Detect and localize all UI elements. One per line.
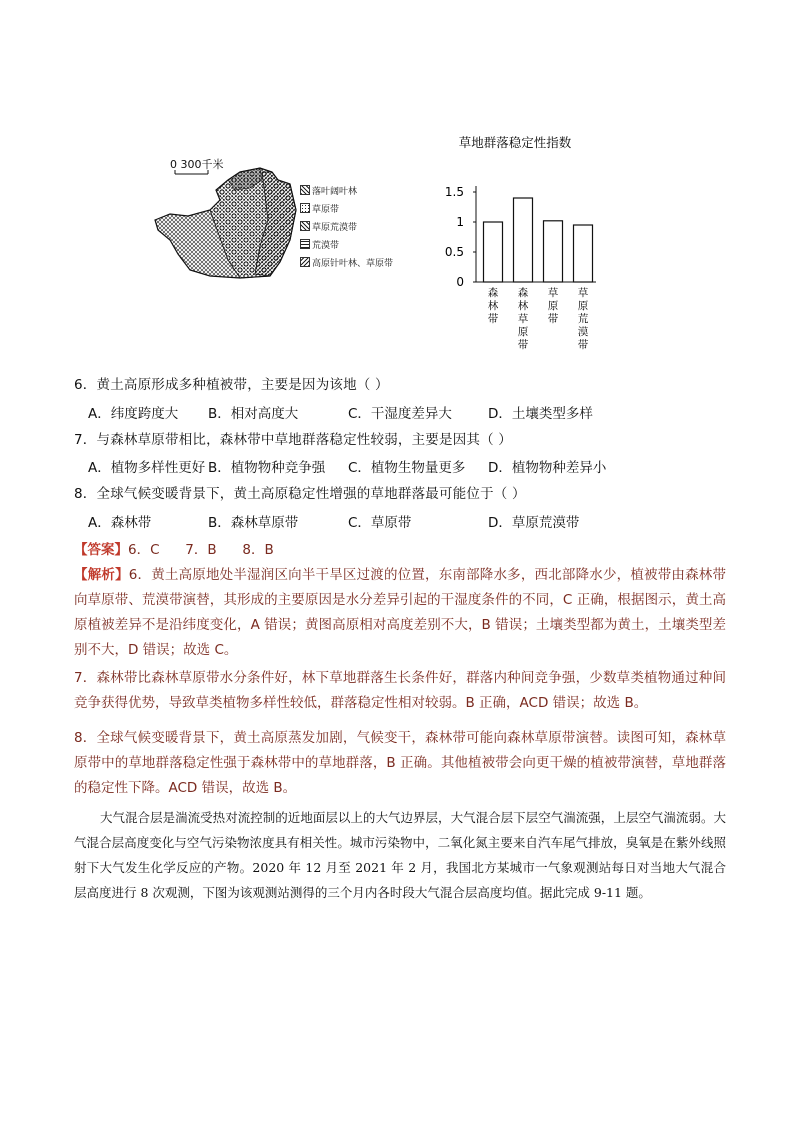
q6-option-d: D．土壤类型多样 xyxy=(488,406,593,422)
analysis-label: 【解析】 xyxy=(74,567,129,583)
bar-0 xyxy=(484,222,503,282)
y-tick-label-2: 1 xyxy=(456,215,464,229)
legend-item-0: 落叶阔叶林 xyxy=(300,184,357,197)
legend-item-3: 荒漠带 xyxy=(300,238,339,251)
answer-label: 【答案】 xyxy=(74,542,128,558)
q8-option-a: A．森林带 xyxy=(88,515,152,531)
x-label-2-char-1: 原 xyxy=(547,300,559,312)
x-label-1-char-4: 带 xyxy=(517,339,529,351)
q6-option-c: C．干湿度差异大 xyxy=(348,406,452,422)
analysis-6: 【解析】6．黄土高原地处半湿润区向半干旱区过渡的位置，东南部降水多，西北部降水少，植被带由森林带向草原带、荒漠带演替，其形成的主要原因是水分差异引起的干湿度条件的不同，C 正确，根据图示，黄土高原植被差异不是沿纬度变化，A 错误；黄图高原相对高度差别不大，B 错误；土壤类型都为黄土，土壤类型差别不大，D 错误；故选 C。 xyxy=(74,567,727,658)
q7-option-b: B．植物物种竞争强 xyxy=(208,460,326,476)
x-label-1-char-0: 森 xyxy=(517,287,529,299)
vegetation-map xyxy=(150,150,420,285)
x-label-3-char-1: 原 xyxy=(577,300,589,312)
stability-bar-chart xyxy=(430,132,600,357)
x-label-3-char-2: 荒 xyxy=(577,313,589,325)
legend-item-1: 草原带 xyxy=(300,202,339,215)
y-tick-label-3: 1.5 xyxy=(444,185,464,199)
analysis-8: 8．全球气候变暖背景下，黄土高原蒸发加剧，气候变干，森林带可能向森林草原带演替。读图可知，森林草原带中的草地群落稳定性强于森林带中的草地群落，B 正确。其他植被带会向更干燥的植被带演替，草地群落的稳定性下降。ACD 错误，故选 B。 xyxy=(74,730,726,796)
bar-1 xyxy=(514,198,533,282)
x-label-2-char-2: 带 xyxy=(547,313,559,325)
q6-option-b: B．相对高度大 xyxy=(208,406,299,422)
q8-option-b: B．森林草原带 xyxy=(208,515,299,531)
q7-option-a: A．植物多样性更好 xyxy=(88,460,206,476)
x-label-3-char-3: 漠 xyxy=(577,326,589,338)
legend-item-4: 高原针叶林、草原带 xyxy=(300,256,393,269)
x-label-0-char-0: 森 xyxy=(487,287,499,299)
question-6-stem: 6．黄土高原形成多种植被带，主要是因为该地（ ） xyxy=(74,377,389,393)
x-label-1-char-3: 原 xyxy=(517,326,529,338)
bar-2 xyxy=(544,221,563,282)
q6-option-a: A．纬度跨度大 xyxy=(88,406,179,422)
question-8-stem: 8．全球气候变暖背景下，黄土高原稳定性增强的草地群落最可能位于（ ） xyxy=(74,486,526,502)
bar-3 xyxy=(574,225,593,282)
y-tick-label-0: 0 xyxy=(456,275,464,289)
q7-option-c: C．植物生物量更多 xyxy=(348,460,466,476)
x-label-1-char-1: 林 xyxy=(517,300,529,312)
q8-option-c: C．草原带 xyxy=(348,515,412,531)
x-label-0-char-1: 林 xyxy=(487,300,499,312)
q8-option-d: D．草原荒漠带 xyxy=(488,515,580,531)
x-label-0-char-2: 带 xyxy=(487,313,499,325)
x-label-2-char-0: 草 xyxy=(547,287,559,299)
chart-svg xyxy=(430,132,600,357)
question-7-stem: 7．与森林草原带相比，森林带中草地群落稳定性较弱，主要是因其（ ） xyxy=(74,432,512,448)
x-label-3-char-0: 草 xyxy=(577,287,589,299)
q7-option-d: D．植物物种差异小 xyxy=(488,460,607,476)
x-label-3-char-4: 带 xyxy=(577,339,589,351)
answer-text: 6．C 7．B 8．B xyxy=(128,542,274,558)
answer-line xyxy=(74,538,274,558)
y-tick-label-1: 0.5 xyxy=(444,245,464,259)
x-label-1-char-2: 草 xyxy=(517,313,529,325)
legend-item-2: 草原荒漠带 xyxy=(300,220,357,233)
passage-9-11: 大气混合层是湍流受热对流控制的近地面层以上的大气边界层，大气混合层下层空气湍流强，上层空气湍流弱。大气混合层高度变化与空气污染物浓度具有相关性。城市污染物中，二氧化氮主要来自汽车尾气排放，臭氧是在紫外线照射下大气发生化学反应的产物。2020 年 12 月至 2021 年 2 月，我国北方某城市一气象观测站每日对当地大气混合层高度进行 8 次观测，下图为该观测站测得的三个月内各时段大气混合层高度均值。据此完成 9-11 题。 xyxy=(74,810,726,900)
scale-label: 0 300千米 xyxy=(170,158,224,171)
analysis-7: 7．森林带比森林草原带水分条件好，林下草地群落生长条件好，群落内种间竞争强，少数草类植物通过种间竞争获得优势，导致草类植物多样性较低，群落稳定性相对较弱。B 正确，ACD 错误；故选 B。 xyxy=(74,670,726,711)
chart-title: 草地群落稳定性指数 xyxy=(458,135,572,150)
